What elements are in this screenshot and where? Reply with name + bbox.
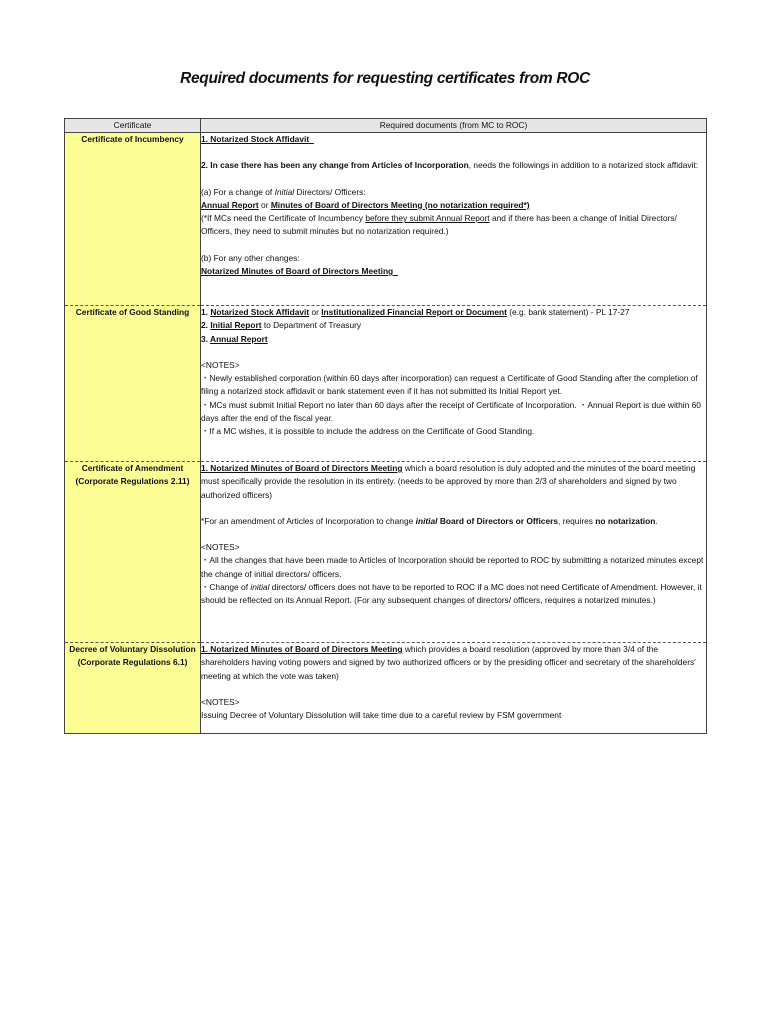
amendment-notes-heading: <NOTES> <box>201 542 240 553</box>
required-docs-incumbency <box>201 133 707 306</box>
dissolution-notes-heading: <NOTES> <box>201 696 240 707</box>
table-header-row <box>65 119 707 133</box>
incumbency-item-2: 2. In case there has been any change from Articles of Incorporation, needs the followings in addition to a notarized stock affidavit: <box>201 160 699 171</box>
header-required-documents: Required documents (from MC to ROC) <box>201 119 707 133</box>
requirements-table <box>64 118 707 734</box>
amendment-initial-note: *For an amendment of Articles of Incorporation to change initial Board of Directors or Officers, requires no notarization. <box>201 515 658 526</box>
incumbency-item-2a-docs: Annual Report or Minutes of Board of Directors Meeting (no notarization required*) <box>201 199 530 210</box>
good-standing-item-3: 3. Annual Report <box>201 333 268 344</box>
cert-name-amendment-label: Certificate of Amendment <box>81 463 184 473</box>
dissolution-note-1: Issuing Decree of Voluntary Dissolution will take time due to a careful review by FSM government <box>201 710 562 721</box>
cert-name-good-standing-label: Certificate of Good Standing <box>75 307 190 317</box>
cert-name-amendment <box>65 462 201 643</box>
incumbency-item-2a: (a) For a change of Initial Directors/ Officers: <box>201 186 366 197</box>
good-standing-notes-heading: <NOTES> <box>201 359 240 370</box>
incumbency-item-1: 1. Notarized Stock Affidavit <box>201 134 310 144</box>
amendment-note-1: ・All the changes that have been made to Articles of Incorporation should be reported to ROC by submitting a notarized minutes except the change of initial directors/ officers. <box>201 555 704 579</box>
header-certificate: Certificate <box>65 119 201 133</box>
cert-name-amendment-regulation: (Corporate Regulations 2.11) <box>75 476 190 487</box>
good-standing-note-3: ・If a MC wishes, it is possible to include the address on the Certificate of Good Standing. <box>201 426 535 437</box>
cert-name-incumbency-label: Certificate of Incumbency <box>81 134 184 144</box>
incumbency-item-2b-docs: Notarized Minutes of Board of Directors Meeting <box>201 266 394 277</box>
good-standing-item-1: 1. Notarized Stock Affidavit or Institutionalized Financial Report or Document (e.g. bank statement) - PL 17-27 <box>201 307 630 317</box>
good-standing-item-2: 2. Initial Report to Department of Treasury <box>201 320 362 331</box>
cert-name-dissolution-regulation: (Corporate Regulations 6.1) <box>77 657 188 668</box>
cert-name-dissolution-label: Decree of Voluntary Dissolution <box>69 644 196 654</box>
required-docs-dissolution <box>201 643 707 734</box>
required-docs-amendment <box>201 462 707 643</box>
page-title: Required documents for requesting certificates from ROC <box>180 70 590 87</box>
table-row-incumbency <box>65 133 707 306</box>
amendment-item-1: 1. Notarized Minutes of Board of Directors Meeting which a board resolution is duly adopted and the minutes of the board meeting must specifically provide the resolution in its entirety. (needs to be approved by more than 2/3 of shareholders and signed by two authorized officers) <box>201 463 696 500</box>
dissolution-item-1: 1. Notarized Minutes of Board of Directors Meeting which provides a board resolution (approved by more than 3/4 of the shareholders having voting powers and signed by two authorized officers or by the presiding officer and secretary of the shareholders' meeting at which the vote was taken) <box>201 644 696 681</box>
cert-name-good-standing <box>65 306 201 462</box>
table-row-amendment <box>65 462 707 643</box>
table-row-good-standing <box>65 306 707 462</box>
amendment-note-2: ・Change of initial directors/ officers does not have to be reported to ROC if a MC does not need Certificate of Amendment. However, it should be reflected on its Annual Report. (For any subsequent changes of directors/ officers, requires a notarized minutes.) <box>201 582 702 606</box>
cert-name-dissolution <box>65 643 201 734</box>
incumbency-item-2a-note: (*If MCs need the Certificate of Incumbency before they submit Annual Report and if there has been a change of Initial Directors/ Officers, they need to submit minutes but no notarization required.) <box>201 213 677 237</box>
cert-name-incumbency <box>65 133 201 306</box>
required-docs-good-standing <box>201 306 707 462</box>
good-standing-note-1: ・Newly established corporation (within 60 days after incorporation) can request a Certificate of Good Standing after the completion of filing a notarized stock affidavit or bank statement even if it has not submitted its Initial Report yet. <box>201 373 698 397</box>
good-standing-note-2: ・MCs must submit Initial Report no later than 60 days after the receipt of Certificate of Incorporation. ・Annual Report is due within 60 days after the end of the fiscal year. <box>201 399 701 424</box>
incumbency-item-2b: (b) For any other changes: <box>201 252 300 263</box>
table-row-dissolution <box>65 643 707 734</box>
